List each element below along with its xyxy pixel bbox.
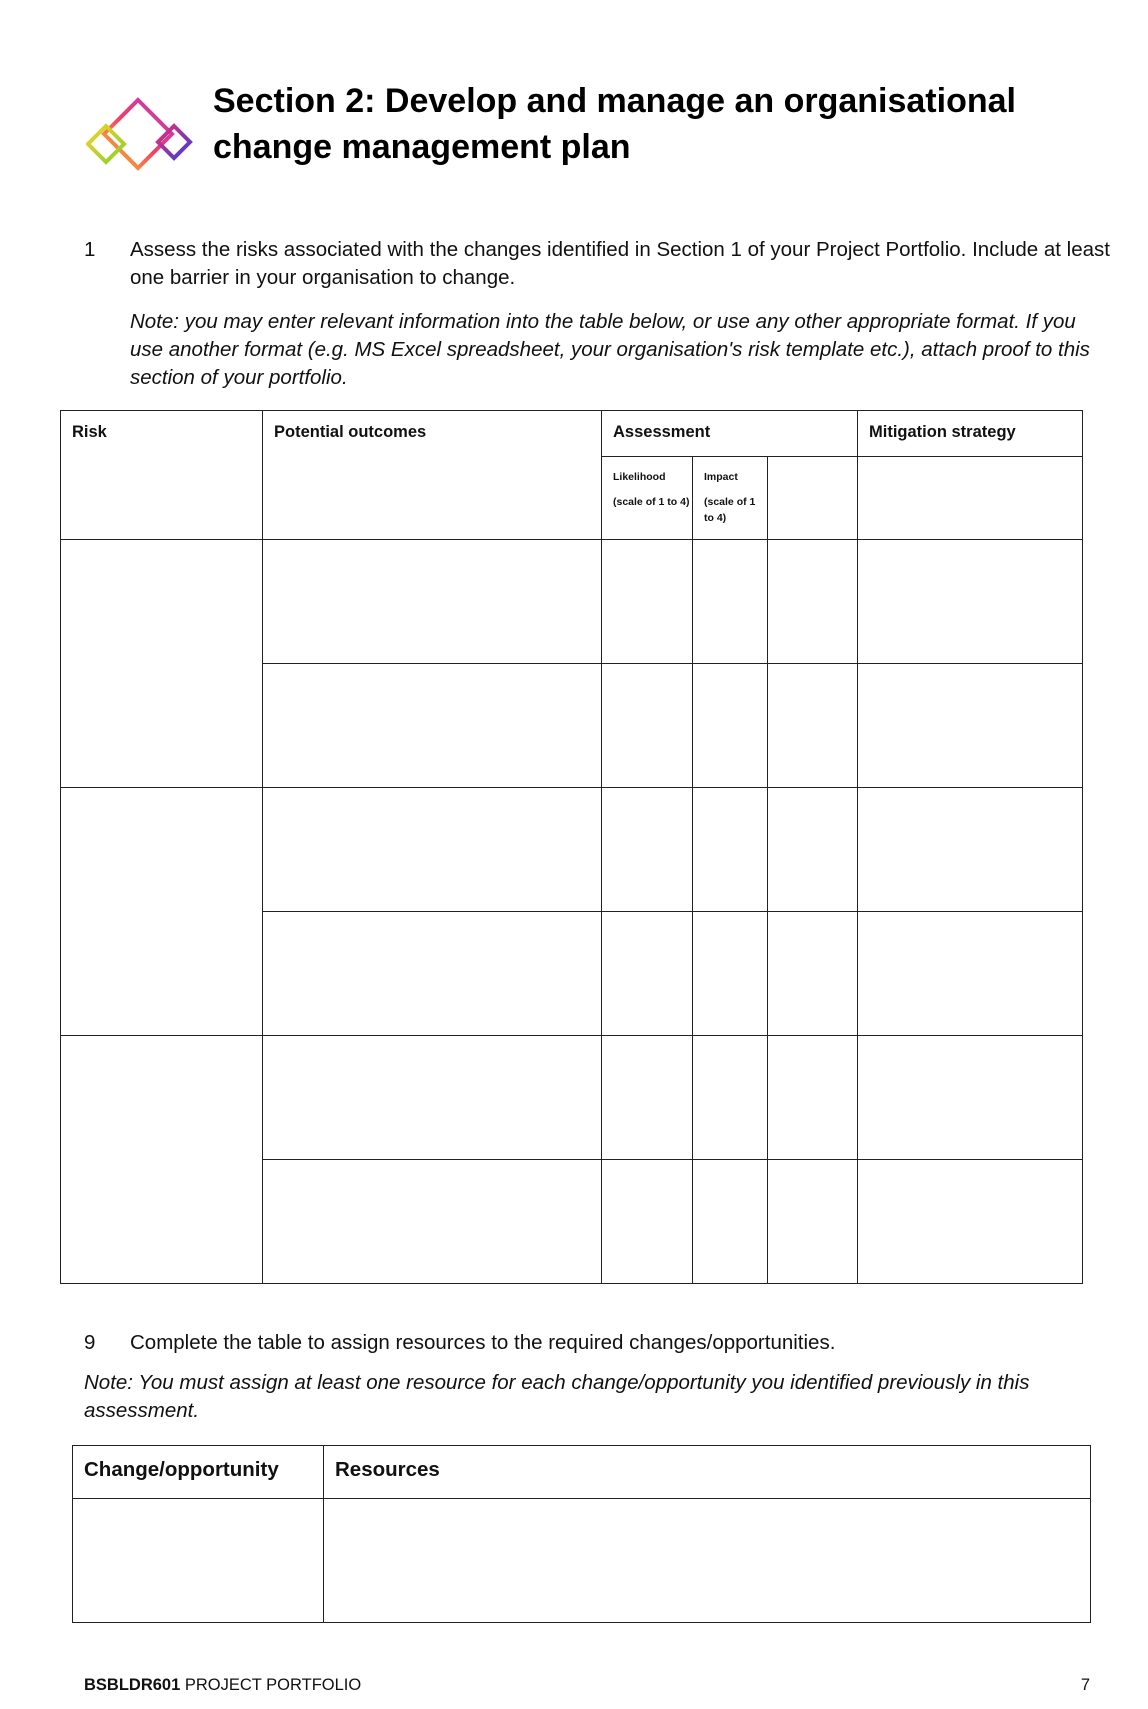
likelihood-cell[interactable] [602,664,693,788]
impact-label: Impact [704,471,738,483]
impact-cell[interactable] [693,912,768,1036]
mitigation-cell[interactable] [858,1160,1083,1284]
likelihood-cell[interactable] [602,788,693,912]
question-1-text: Assess the risks associated with the changes identified in Section 1 of your Project Portfolio. Include at least one barrier in your organisation to change. [130,238,1110,289]
rating-cell[interactable] [768,1160,858,1284]
likelihood-cell[interactable] [602,1036,693,1160]
rating-cell[interactable] [768,664,858,788]
question-9-number: 9 [84,1331,96,1354]
impact-cell[interactable] [693,1036,768,1160]
question-9-note: Note: You must assign at least one resource for each change/opportunity you identified previously in this assessment. [84,1371,1030,1422]
question-1 [84,236,1110,296]
risk-cell[interactable] [61,788,263,1036]
rating-cell[interactable] [768,1036,858,1160]
impact-cell[interactable] [693,664,768,788]
rating-cell[interactable] [768,912,858,1036]
footer-unit-code: BSBLDR601 [84,1676,181,1694]
likelihood-label: Likelihood [613,471,666,483]
resource-table [72,1445,1091,1623]
outcome-cell[interactable] [263,788,602,912]
risk-cell[interactable] [61,540,263,788]
page-title: Section 2: Develop and manage an organisational change management plan [213,82,1016,166]
likelihood-cell[interactable] [602,540,693,664]
header-likelihood [602,457,693,540]
header-risk: Risk [61,411,263,540]
outcome-cell[interactable] [263,1036,602,1160]
question-9-text: Complete the table to assign resources to the required changes/opportunities. [130,1331,836,1354]
rating-cell[interactable] [768,540,858,664]
impact-cell[interactable] [693,788,768,912]
change-opportunity-cell[interactable] [73,1499,324,1623]
company-logo-icon [86,96,194,178]
risk-cell[interactable] [61,1036,263,1284]
page-number: 7 [1080,1676,1090,1694]
question-1-number: 1 [84,238,96,261]
page-footer [84,1676,1090,1695]
footer-label: PROJECT PORTFOLIO [184,1676,362,1694]
mitigation-cell[interactable] [858,540,1083,664]
rating-cell[interactable] [768,788,858,912]
header-impact [693,457,768,540]
resources-cell[interactable] [324,1499,1091,1623]
outcome-cell[interactable] [263,1160,602,1284]
header-mitigation-blank-cell [858,457,1083,540]
header-assessment: Assessment [602,411,858,457]
header-change-opportunity: Change/opportunity [73,1446,324,1499]
outcome-cell[interactable] [263,664,602,788]
risk-assessment-table [60,410,1083,1284]
impact-scale: (scale of 1 to 4) [704,496,756,524]
outcome-cell[interactable] [263,912,602,1036]
header-potential-outcomes: Potential outcomes [263,411,602,540]
mitigation-cell[interactable] [858,912,1083,1036]
impact-cell[interactable] [693,540,768,664]
likelihood-scale: (scale of 1 to 4) [613,496,690,508]
impact-cell[interactable] [693,1160,768,1284]
header-mitigation-strategy: Mitigation strategy [858,411,1083,457]
mitigation-cell[interactable] [858,664,1083,788]
likelihood-cell[interactable] [602,1160,693,1284]
question-9 [84,1329,1104,1359]
likelihood-cell[interactable] [602,912,693,1036]
mitigation-cell[interactable] [858,788,1083,912]
header-blank-cell [768,457,858,540]
outcome-cell[interactable] [263,540,602,664]
mitigation-cell[interactable] [858,1036,1083,1160]
question-1-note: Note: you may enter relevant information into the table below, or use any other appropriate format. If you use another format (e.g. MS Excel spreadsheet, your organisation's risk template etc.), attach proof to this section of your portfolio. [130,310,1090,389]
header-resources: Resources [324,1446,1091,1499]
